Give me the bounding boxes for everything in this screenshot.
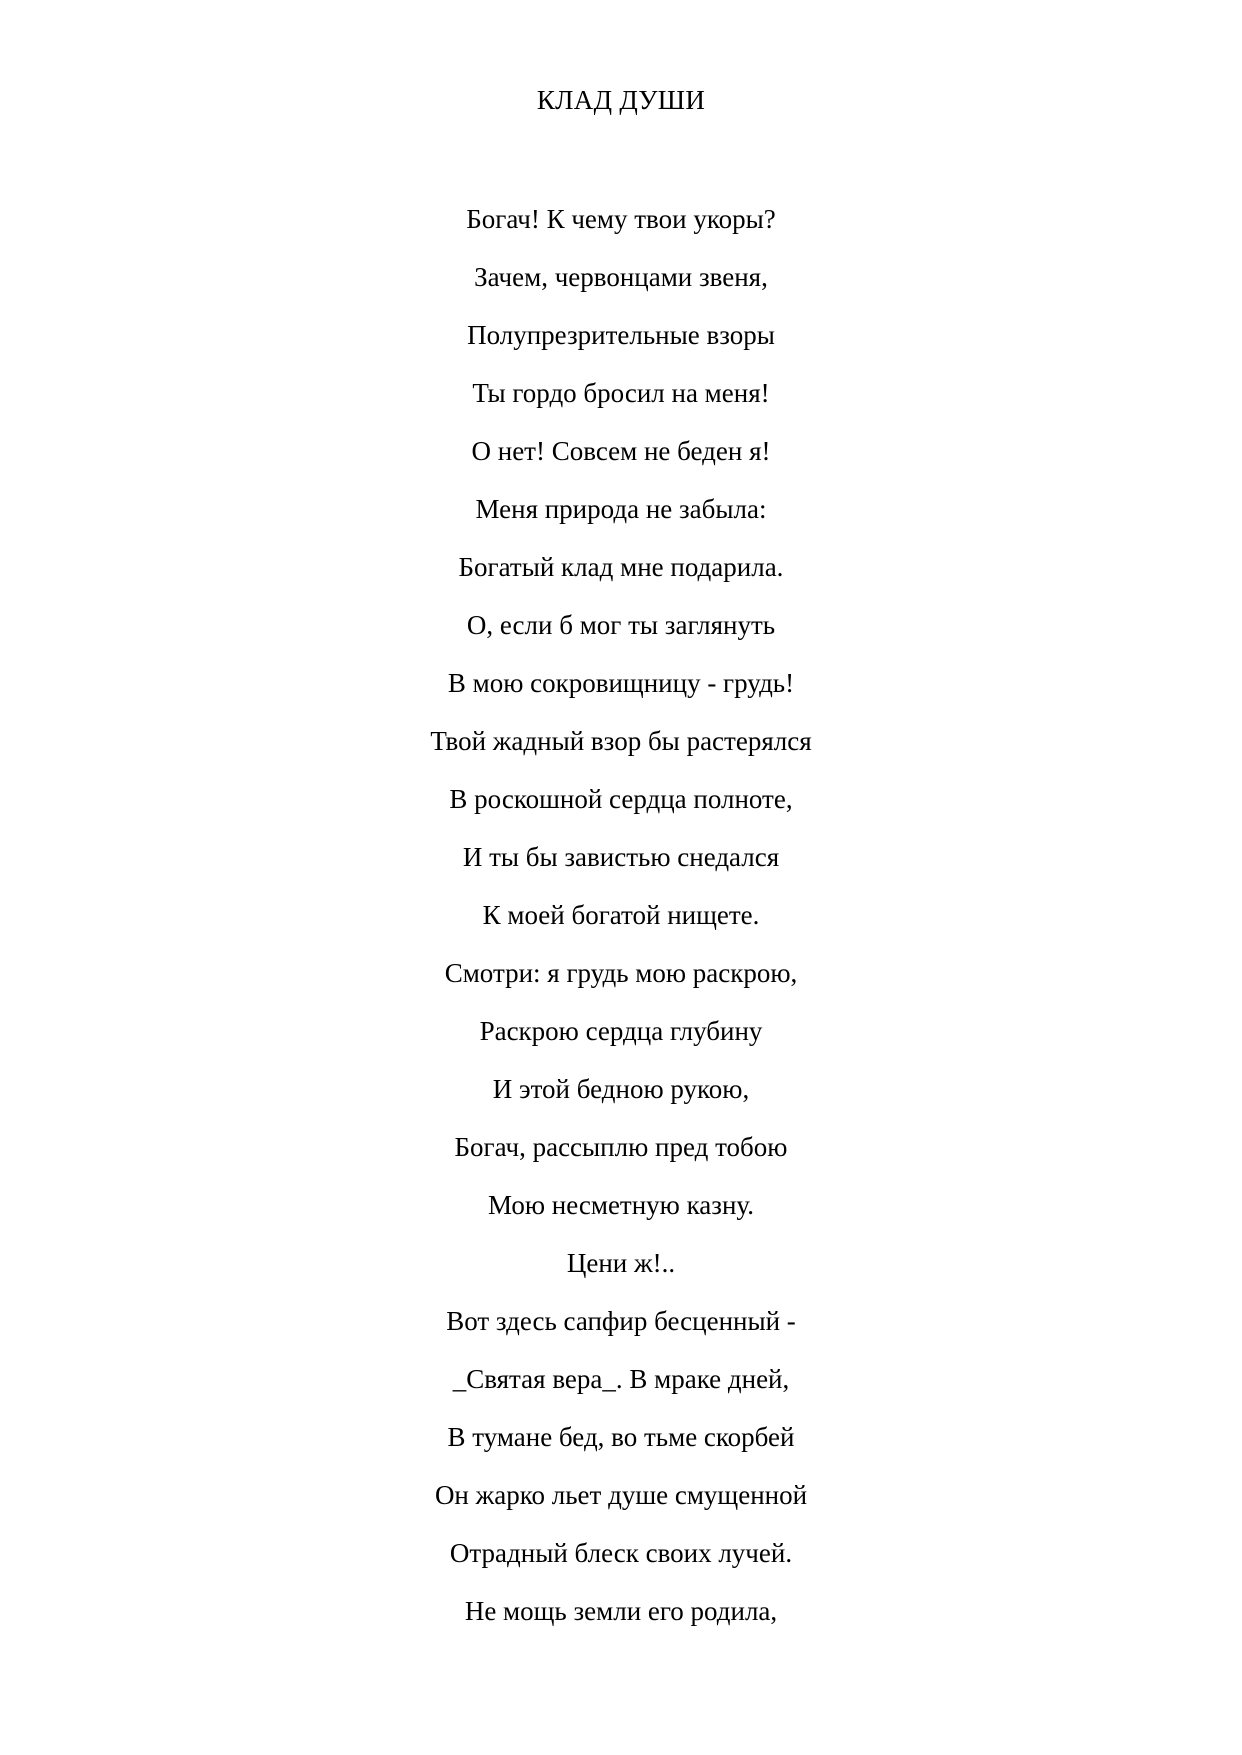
poem-line: Цени ж!.. bbox=[566, 1248, 676, 1278]
poem-body bbox=[0, 199, 1242, 1649]
poem-line: Он жарко льет душе смущенной bbox=[434, 1480, 808, 1510]
poem-line: О нет! Совсем не беден я! bbox=[471, 436, 771, 466]
poem-line: Меня природа не забыла: bbox=[475, 494, 767, 524]
poem-line: О, если б мог ты заглянуть bbox=[466, 610, 776, 640]
poem-line: И этой бедною рукою, bbox=[492, 1074, 750, 1104]
poem-line: Раскрою сердца глубину bbox=[479, 1016, 763, 1046]
poem-line: Отрадный блеск своих лучей. bbox=[449, 1538, 793, 1568]
poem-line: Богатый клад мне подарила. bbox=[458, 552, 784, 582]
poem-line: Богач, рассыплю пред тобою bbox=[454, 1132, 788, 1162]
poem-line: В роскошной сердца полноте, bbox=[449, 784, 793, 814]
poem-line: В тумане бед, во тьме скорбей bbox=[447, 1422, 795, 1452]
poem-line: Полупрезрительные взоры bbox=[467, 320, 775, 350]
poem-line: Мою несметную казну. bbox=[488, 1190, 754, 1220]
poem-line: Богач! К чему твои укоры? bbox=[466, 204, 776, 234]
poem-line: Твой жадный взор бы растерялся bbox=[430, 726, 812, 756]
poem-title: КЛАД ДУШИ bbox=[536, 85, 706, 115]
poem-line: Не мощь земли его родила, bbox=[464, 1596, 778, 1626]
poem-line: _Святая вера_. В мраке дней, bbox=[452, 1364, 790, 1394]
poem-line: Ты гордо бросил на меня! bbox=[472, 378, 770, 408]
poem-line: К моей богатой нищете. bbox=[482, 900, 760, 930]
poem-line: В мою сокровищницу - грудь! bbox=[447, 668, 795, 698]
poem-line: И ты бы завистью снедался bbox=[462, 842, 780, 872]
poem-line: Вот здесь сапфир бесценный - bbox=[446, 1306, 796, 1336]
poem-line: Зачем, червонцами звеня, bbox=[474, 262, 768, 292]
poem-line: Смотри: я грудь мою раскрою, bbox=[444, 958, 798, 988]
